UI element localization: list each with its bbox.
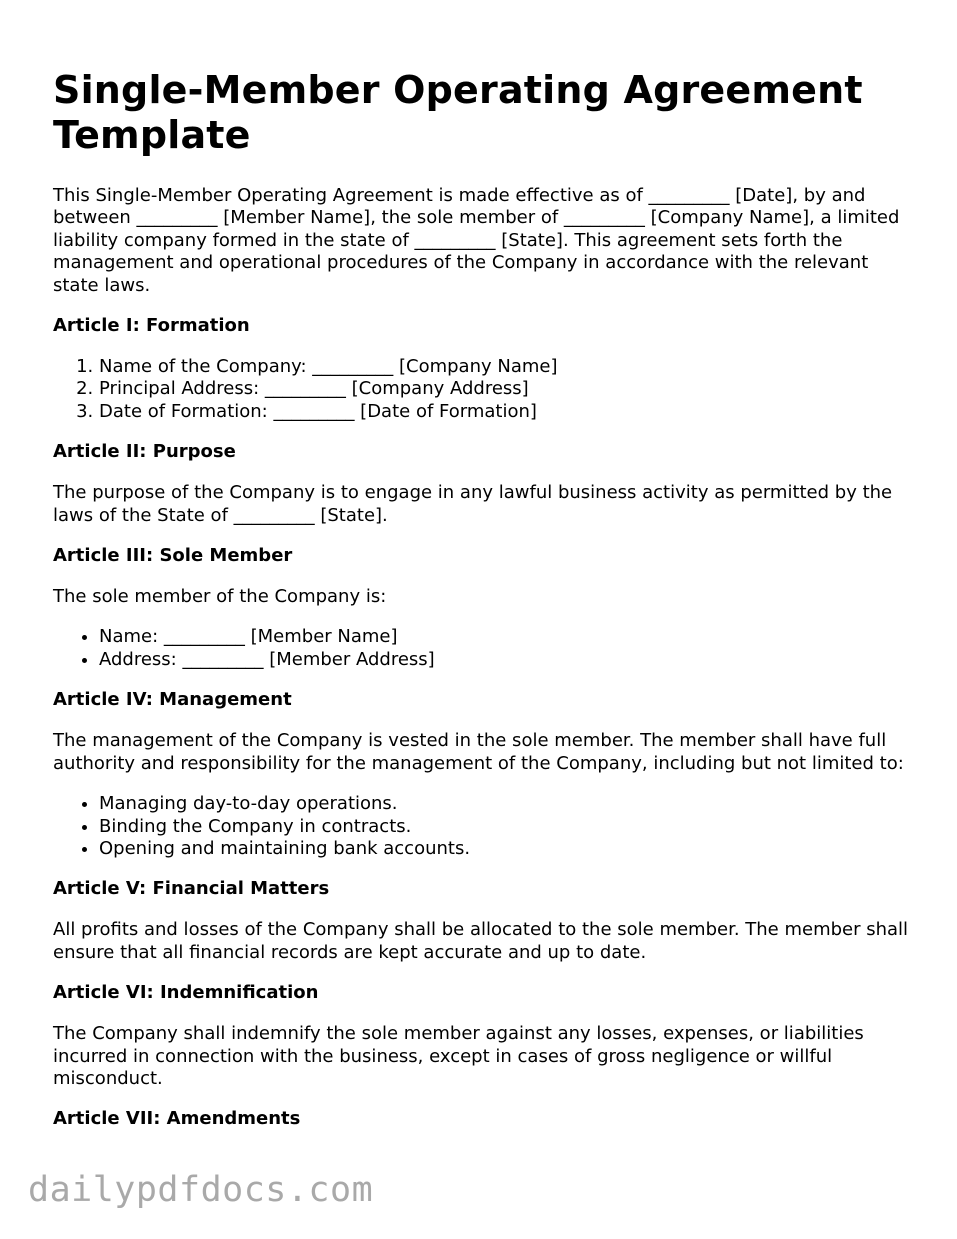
- sole-member-paragraph: The sole member of the Company is:: [53, 586, 387, 608]
- intro-paragraph: This Single-Member Operating Agreement is made effective as of _________ [Date], by and between _________ [Member Name], the sole member of _________ [Company Name], a limited liability company formed in the state of _________ [State]. This agreement sets forth the management and operational procedures of the Company in accordance with the relevant state laws.: [53, 185, 900, 296]
- management-item: • Binding the Company in contracts.: [99, 816, 913, 838]
- article-amendments-heading: Article VII: Amendments: [53, 1108, 301, 1130]
- document-title: Single-Member Operating Agreement Template: [53, 68, 863, 157]
- article-sole-member-heading: Article III: Sole Member: [53, 545, 293, 567]
- formation-list: [53, 356, 913, 423]
- management-list: [53, 793, 913, 860]
- sole-member-item: • Name: _________ [Member Name]: [99, 626, 913, 648]
- article-management-heading: Article IV: Management: [53, 689, 292, 711]
- watermark-text: dailypdfdocs.com: [28, 1170, 374, 1210]
- article-purpose-heading: Article II: Purpose: [53, 441, 236, 463]
- article-financial-heading: Article V: Financial Matters: [53, 878, 330, 900]
- sole-member-item: • Address: _________ [Member Address]: [99, 649, 913, 671]
- formation-item: 2. Principal Address: _________ [Company Address]: [99, 378, 913, 400]
- sole-member-list: [53, 626, 913, 671]
- management-item: • Opening and maintaining bank accounts.: [99, 838, 913, 860]
- formation-item: 3. Date of Formation: _________ [Date of Formation]: [99, 401, 913, 423]
- formation-item: 1. Name of the Company: _________ [Company Name]: [99, 356, 913, 378]
- article-indemnification-heading: Article VI: Indemnification: [53, 982, 319, 1004]
- management-item: • Managing day-to-day operations.: [99, 793, 913, 815]
- indemnification-paragraph: The Company shall indemnify the sole member against any losses, expenses, or liabilities incurred in connection with the business, except in cases of gross negligence or willful misconduct.: [53, 1023, 864, 1089]
- management-paragraph: The management of the Company is vested in the sole member. The member shall have full authority and responsibility for the management of the Company, including but not limited to:: [53, 730, 904, 774]
- purpose-paragraph: The purpose of the Company is to engage in any lawful business activity as permitted by the laws of the State of _________ [State].: [53, 482, 893, 526]
- financial-paragraph: All profits and losses of the Company shall be allocated to the sole member. The member shall ensure that all financial records are kept accurate and up to date.: [53, 919, 909, 963]
- document-page: [53, 68, 913, 1149]
- article-formation-heading: Article I: Formation: [53, 315, 250, 337]
